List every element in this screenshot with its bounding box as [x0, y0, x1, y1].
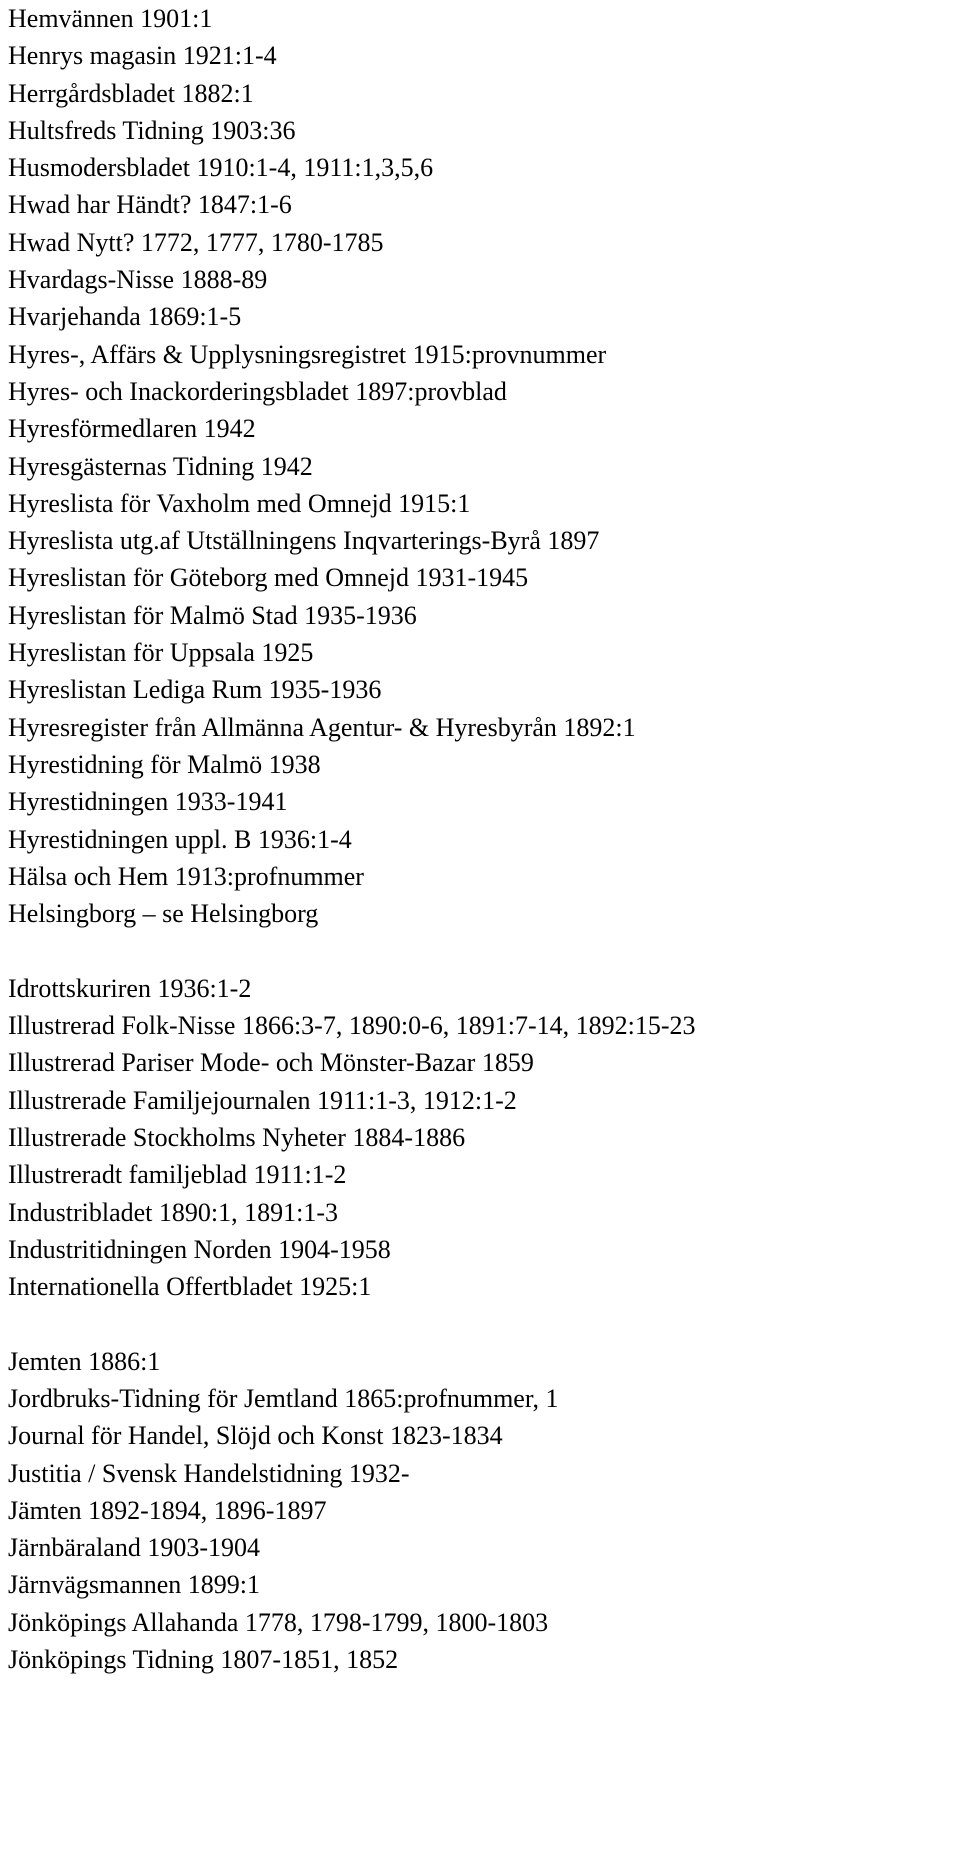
list-item: Hyrestidning för Malmö 1938: [8, 749, 321, 779]
list-item: Hwad Nytt? 1772, 1777, 1780-1785: [8, 227, 384, 257]
list-item: Herrgårdsbladet 1882:1: [8, 78, 254, 108]
list-item: Hyresförmedlaren 1942: [8, 414, 256, 444]
list-item: Henrys magasin 1921:1-4: [8, 41, 277, 71]
list-item: Industribladet 1890:1, 1891:1-3: [8, 1197, 339, 1227]
list-item: Hyres-, Affärs & Upplysningsregistret 1915:provnummer: [8, 339, 607, 369]
list-item: Hyrestidningen 1933-1941: [8, 787, 288, 817]
list-item: Hyreslistan för Göteborg med Omnejd 1931-1945: [8, 563, 529, 593]
list-item: Hemvännen 1901:1: [8, 4, 213, 33]
document-page: [8, 0, 958, 1678]
list-item: Järnvägsmannen 1899:1: [8, 1570, 261, 1600]
list-item: Jemten 1886:1: [8, 1346, 161, 1376]
section-h: [8, 0, 958, 932]
list-item: Hyrestidningen uppl. B 1936:1-4: [8, 824, 352, 854]
list-item: Illustrerade Stockholms Nyheter 1884-1886: [8, 1122, 466, 1152]
list-item: Hvarjehanda 1869:1-5: [8, 302, 242, 332]
list-item: Hyreslistan för Malmö Stad 1935-1936: [8, 600, 417, 630]
list-item: Illustrerad Pariser Mode- och Mönster-Bazar 1859: [8, 1048, 534, 1078]
list-item: Illustrerade Familjejournalen 1911:1-3, 1912:1-2: [8, 1085, 517, 1115]
list-item: Internationella Offertbladet 1925:1: [8, 1272, 372, 1302]
list-item: Jordbruks-Tidning för Jemtland 1865:profnummer, 1: [8, 1383, 559, 1413]
list-item: Hyresgästernas Tidning 1942: [8, 451, 313, 481]
list-item: Hvardags-Nisse 1888-89: [8, 265, 268, 295]
section-i: [8, 970, 958, 1306]
list-item: Justitia / Svensk Handelstidning 1932-: [8, 1458, 410, 1488]
list-item: Idrottskuriren 1936:1-2: [8, 973, 252, 1003]
list-item: Hyres- och Inackorderingsbladet 1897:provblad: [8, 376, 507, 406]
list-item: Husmodersbladet 1910:1-4, 1911:1,3,5,6: [8, 153, 434, 183]
list-item: Journal för Handel, Slöjd och Konst 1823-1834: [8, 1421, 503, 1451]
list-item: Hyreslistan för Uppsala 1925: [8, 638, 314, 668]
list-item: Illustreradt familjeblad 1911:1-2: [8, 1160, 347, 1190]
list-item: Illustrerad Folk-Nisse 1866:3-7, 1890:0-6, 1891:7-14, 1892:15-23: [8, 1011, 696, 1041]
list-item: Hyreslista för Vaxholm med Omnejd 1915:1: [8, 488, 471, 518]
list-item: Jönköpings Tidning 1807-1851, 1852: [8, 1645, 399, 1675]
section-j: [8, 1343, 958, 1679]
list-item: Industritidningen Norden 1904-1958: [8, 1234, 391, 1264]
list-item: Hultsfreds Tidning 1903:36: [8, 115, 296, 145]
list-item: Hälsa och Hem 1913:profnummer: [8, 861, 364, 891]
list-item: Järnbäraland 1903-1904: [8, 1533, 260, 1563]
list-item: Jämten 1892-1894, 1896-1897: [8, 1495, 327, 1525]
list-item: Hyreslistan Lediga Rum 1935-1936: [8, 675, 382, 705]
list-item: Jönköpings Allahanda 1778, 1798-1799, 1800-1803: [8, 1607, 549, 1637]
list-item: Helsingborg – se Helsingborg: [8, 899, 319, 929]
list-item: Hyresregister från Allmänna Agentur- & Hyresbyrån 1892:1: [8, 712, 636, 742]
list-item: Hyreslista utg.af Utställningens Inqvarterings-Byrå 1897: [8, 526, 600, 556]
list-item: Hwad har Händt? 1847:1-6: [8, 190, 292, 220]
